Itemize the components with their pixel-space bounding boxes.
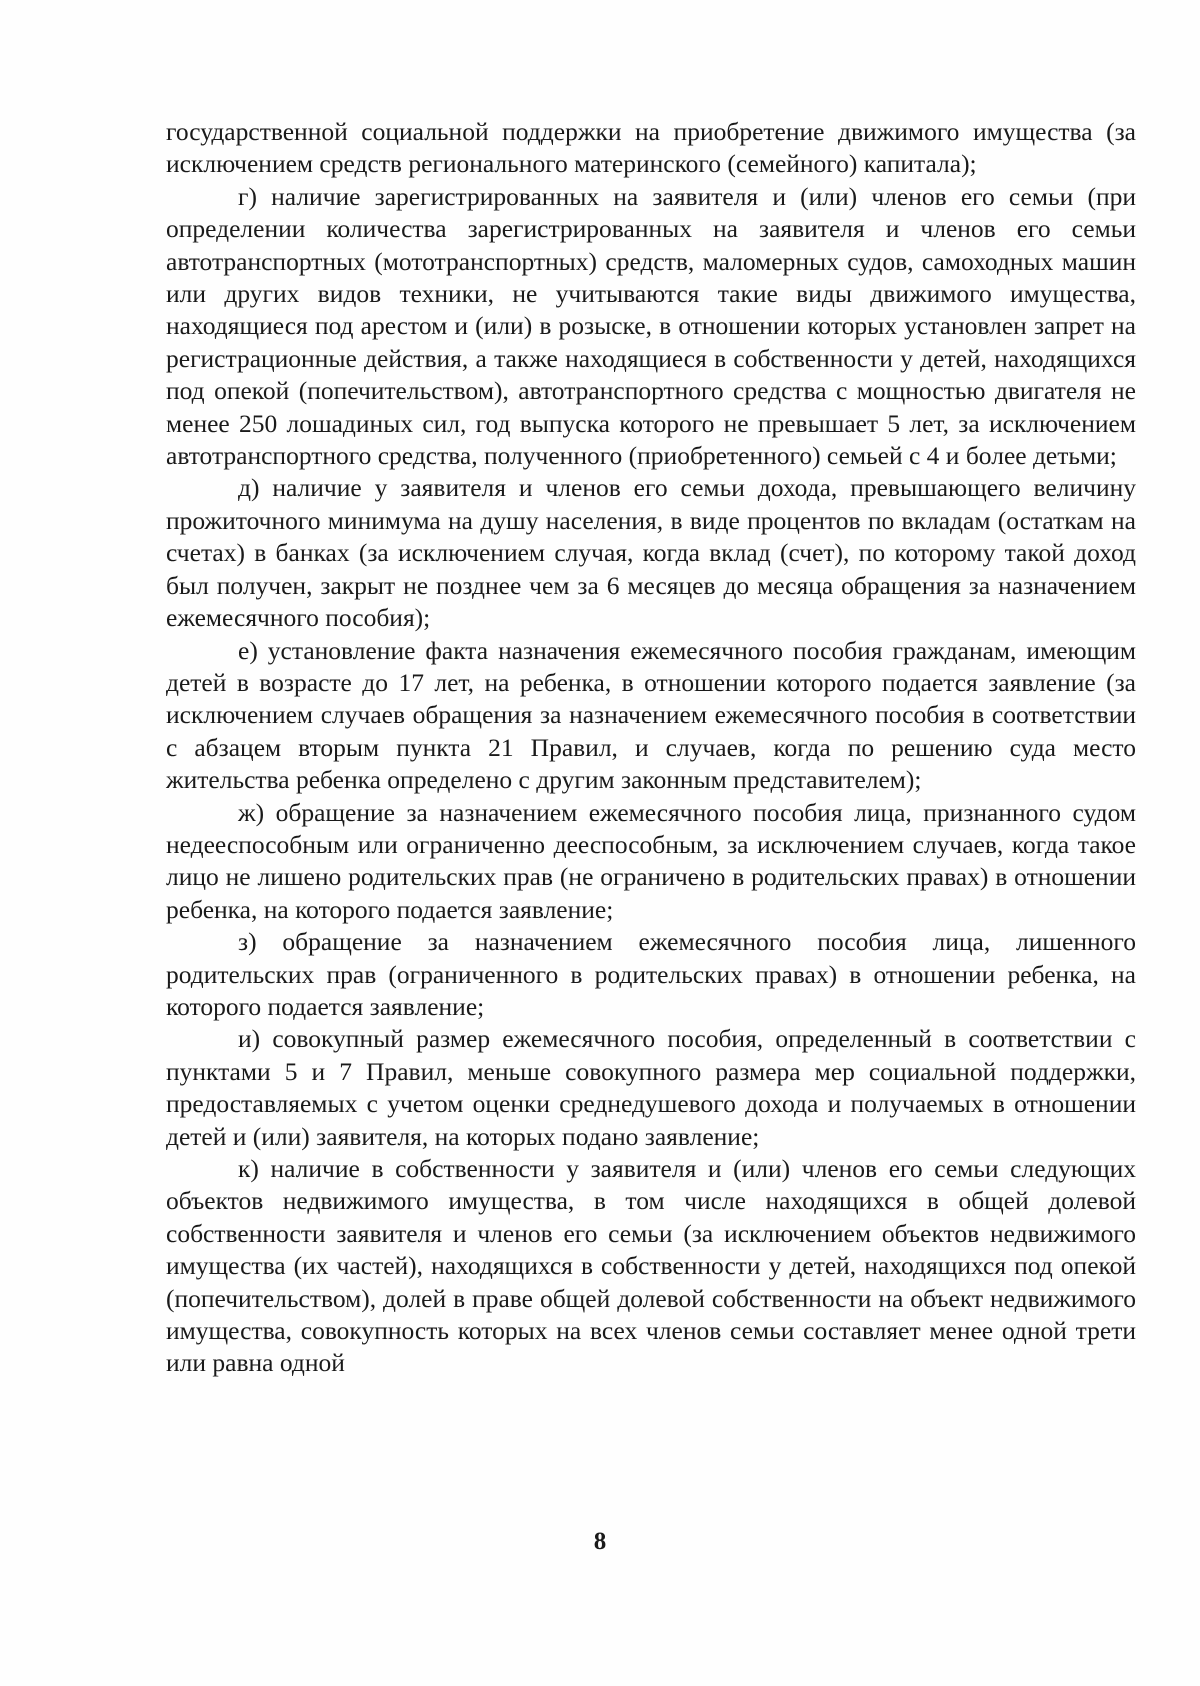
paragraph-i: и) совокупный размер ежемесячного пособия, определенный в соответствии с пунктами 5 и 7 Правил, меньше совокупного размера мер социальной поддержки, предоставляемых с учетом оценки среднедушевого дохода и получаемых в отношении детей и (или) заявителя, на которых подано заявление;	[166, 1024, 1136, 1151]
paragraph-continuation: государственной социальной поддержки на приобретение движимого имущества (за исключением средств регионального материнского (семейного) капитала);	[166, 117, 1136, 179]
paragraph-zh: ж) обращение за назначением ежемесячного пособия лица, признанного судом недееспособным или ограниченно дееспособным, за исключением случаев, когда такое лицо не лишено родительских прав (не ограничено в родительских правах) в отношении ребенка, на которого подается заявление;	[166, 797, 1136, 924]
paragraph-z: з) обращение за назначением ежемесячного пособия лица, лишенного родительских прав (ограниченного в родительских правах) в отношении ребенка, на которого подается заявление;	[166, 927, 1136, 1021]
document-body	[166, 116, 1136, 1380]
paragraph-g: г) наличие зарегистрированных на заявителя и (или) членов его семьи (при определении количества зарегистрированных на заявителя и членов его семьи автотранспортных (мототранспортных) средств, маломерных судов, самоходных машин или других видов техники, не учитываются такие виды движимого имущества, находящиеся под арестом и (или) в розыске, в отношении которых установлен запрет на регистрационные действия, а также находящиеся в собственности у детей, находящихся под опекой (попечительством), автотранспортного средства с мощностью двигателя не менее 250 лошадиных сил, год выпуска которого не превышает 5 лет, за исключением автотранспортного средства, полученного (приобретенного) семьей с 4 и более детьми;	[166, 181, 1136, 471]
paragraph-k: к) наличие в собственности у заявителя и (или) членов его семьи следующих объектов недвижимого имущества, в том числе находящихся в общей долевой собственности заявителя и членов его семьи (за исключением объектов недвижимого имущества (их частей), находящихся в собственности у детей, находящихся под опекой (попечительством), долей в праве общей долевой собственности на объект недвижимого имущества, совокупность которых на всех членов семьи составляет менее одной трети или равна одной	[166, 1154, 1136, 1378]
page-number: 8	[593, 1528, 607, 1555]
paragraph-e: е) установление факта назначения ежемесячного пособия гражданам, имеющим детей в возрасте до 17 лет, на ребенка, в отношении которого подается заявление (за исключением случаев обращения за назначением ежемесячного пособия в соответствии с абзацем вторым пункта 21 Правил, и случаев, когда по решению суда место жительства ребенка определено с другим законным представителем);	[166, 635, 1136, 795]
paragraph-d: д) наличие у заявителя и членов его семьи дохода, превышающего величину прожиточного минимума на душу населения, в виде процентов по вкладам (остаткам на счетах) в банках (за исключением случая, когда вклад (счет), по которому такой доход был получен, закрыт не позднее чем за 6 месяцев до месяца обращения за назначением ежемесячного пособия);	[166, 473, 1136, 633]
